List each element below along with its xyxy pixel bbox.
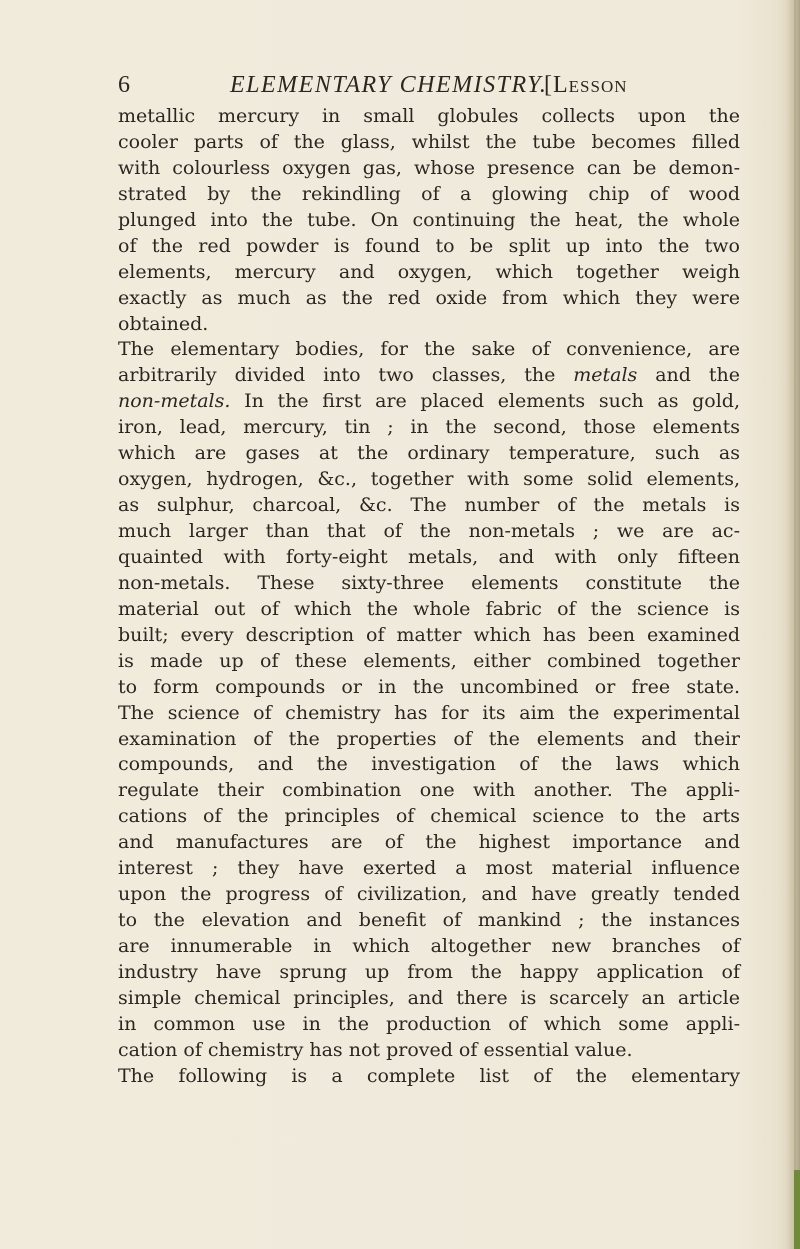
text-line: which are gases at the ordinary temperature, such as — [118, 442, 740, 465]
text-line: of the red powder is found to be split up into the two — [118, 234, 740, 257]
page-header — [86, 70, 746, 100]
page-edge-shadow — [786, 0, 800, 1249]
text-line: oxygen, hydrogen, &c., together with some solid elements, — [118, 468, 740, 491]
text-line: iron, lead, mercury, tin ; in the second, those elements — [118, 416, 740, 439]
text-line: quainted with forty-eight metals, and with only fifteen — [118, 545, 740, 568]
page-edge-line — [794, 0, 796, 1249]
text-line: strated by the rekindling of a glowing chip of wood — [118, 182, 740, 205]
text-line: obtained. — [118, 312, 209, 335]
text-line: material out of which the whole fabric of the science is — [118, 597, 740, 620]
text-line: cooler parts of the glass, whilst the tube becomes filled — [118, 130, 740, 153]
text-line: elements, mercury and oxygen, which together weigh — [118, 260, 740, 283]
text-run: In the first are placed elements such as gold, — [244, 390, 740, 413]
text-line: industry have sprung up from the happy application of — [118, 960, 740, 983]
text-line: is made up of these elements, either combined together — [118, 649, 740, 672]
section-label: [Lesson — [544, 72, 628, 98]
text-line: to the elevation and benefit of mankind ; the instances — [118, 909, 740, 932]
italic-term-non-metals: non-metals. — [118, 390, 231, 413]
italic-term-metals: metals — [573, 364, 638, 387]
text-line: upon the progress of civilization, and have greatly tended — [118, 883, 740, 906]
text-line-with-italics — [118, 363, 740, 389]
text-line: exactly as much as the red oxide from which they were — [118, 286, 740, 309]
text-line: as sulphur, charcoal, &c. The number of the metals is — [118, 494, 740, 517]
text-run: and the — [655, 364, 740, 387]
text-line-with-italics — [118, 389, 740, 415]
text-line: in common use in the production of which some appli- — [118, 1012, 740, 1035]
text-line: interest ; they have exerted a most material influence — [118, 857, 740, 880]
page-edge-tab — [794, 1170, 800, 1249]
text-line: regulate their combination one with another. The appli- — [118, 779, 740, 802]
text-line: cation of chemistry has not proved of essential value. — [118, 1038, 633, 1061]
page-number: 6 — [118, 72, 130, 98]
text-run: arbitrarily divided into two classes, the — [118, 364, 556, 387]
text-line: plunged into the tube. On continuing the heat, the whole — [118, 208, 740, 231]
text-line: with colourless oxygen gas, whose presence can be demon- — [118, 156, 740, 179]
text-line: The elementary bodies, for the sake of convenience, are — [118, 338, 740, 361]
text-line: The following is a complete list of the elementary — [118, 1064, 740, 1087]
text-line: much larger than that of the non-metals ; we are ac- — [118, 520, 740, 542]
text-line: cations of the principles of chemical science to the arts — [118, 805, 740, 828]
running-title: ELEMENTARY CHEMISTRY. — [230, 72, 548, 98]
text-line: are innumerable in which altogether new branches of — [118, 935, 740, 957]
body-text — [118, 104, 740, 1090]
text-line: compounds, and the investigation of the laws which — [118, 753, 740, 776]
text-line: to form compounds or in the uncombined or free state. — [118, 675, 740, 698]
text-line: built; every description of matter which has been examined — [118, 623, 740, 646]
text-line: non-metals. These sixty-three elements constitute the — [118, 571, 740, 594]
text-line: simple chemical principles, and there is scarcely an article — [118, 986, 740, 1009]
text-line: metallic mercury in small globules collects upon the — [118, 105, 740, 127]
text-line: examination of the properties of the elements and their — [118, 727, 740, 750]
text-line: and manufactures are of the highest importance and — [118, 831, 740, 854]
text-line: The science of chemistry has for its aim the experimental — [118, 701, 740, 724]
